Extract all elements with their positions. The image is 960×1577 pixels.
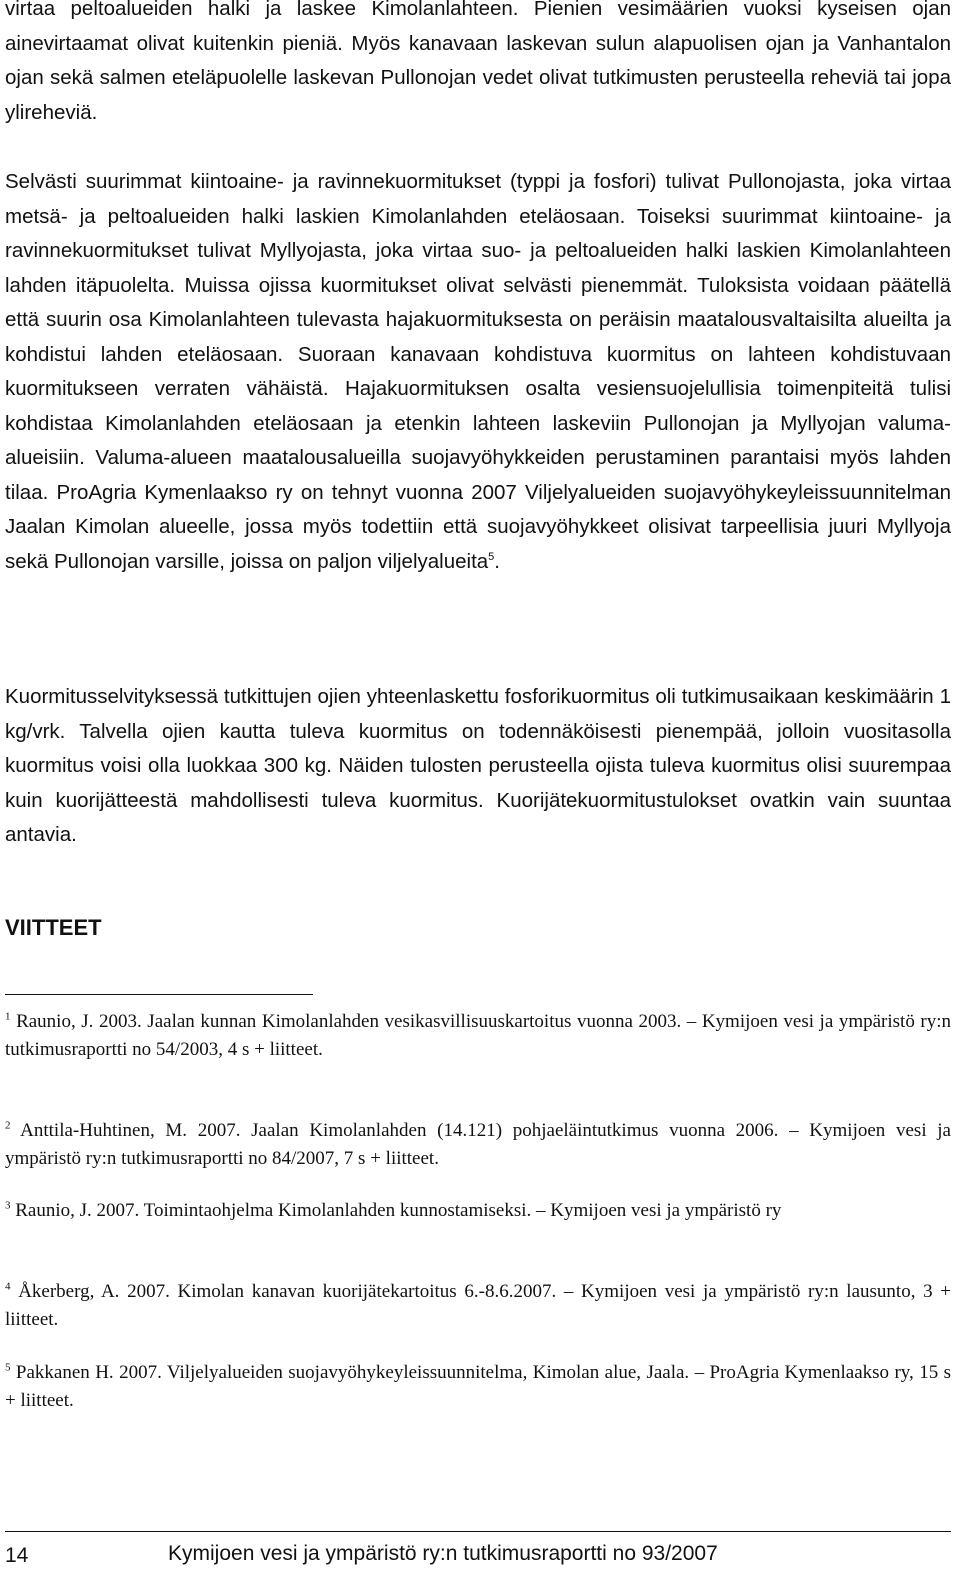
reference-text: Raunio, J. 2007. Toimintaohjelma Kimolanlahden kunnostamiseksi. – Kymijoen vesi ja ympäristö ry: [15, 1200, 782, 1221]
reference-number: 1: [5, 1010, 11, 1023]
reference-number: 3: [5, 1199, 11, 1212]
reference-text: Anttila-Huhtinen, M. 2007. Jaalan Kimolanlahden (14.121) pohjaeläintutkimus vuonna 2006. – Kymijoen vesi ja ympäristö ry:n tutkimusraportti no 84/2007, 7 s + liitteet.: [5, 1120, 951, 1169]
reference-item: [5, 1359, 951, 1415]
footer-separator: [5, 1531, 951, 1532]
paragraph-2-end: .: [494, 549, 500, 573]
reference-number: 5: [5, 1361, 11, 1374]
reference-marker: 5: [488, 550, 495, 563]
reference-item: [5, 1278, 951, 1334]
reference-text: Åkerberg, A. 2007. Kimolan kanavan kuorijätekartoitus 6.-8.6.2007. – Kymijoen vesi ja ympäristö ry:n lausunto, 3 + liitteet.: [5, 1281, 952, 1330]
paragraph-2: [5, 165, 951, 579]
paragraph-2-text: Selvästi suurimmat kiintoaine- ja ravinnekuormitukset (typpi ja fosfori) tulivat Pullonojasta, joka virtaa metsä- ja peltoalueiden halki laskien Kimolanlahden eteläosaan. Toiseksi suurimmat kiintoaine- ja ravinnekuormitukset tulivat Myllyojasta, joka virtaa suo- ja peltoalueiden halki laskien Kimolanlahteen lahden itäpuolelta. Muissa ojissa kuormitukset olivat selvästi pienemmät. Tuloksista voidaan päätellä että suurin osa Kimolanlahteen tulevasta hajakuormituksesta on peräisin maatalousvaltaisilta alueilta ja kohdistui lahden eteläosaan. Suoraan kanavaan kohdistuva kuormitus on lahteen kohdistuvaan kuormitukseen verraten vähäistä. Hajakuormituksen osalta vesiensuojelullisia toimenpiteitä tulisi kohdistaa Kimolanlahden eteläosaan ja etenkin lahteen laskeviin Pullonojan ja Myllyojan valuma-alueisiin. Valuma-alueen maatalousalueilla suojavyöhykkeiden perustaminen parantaisi myös lahden tilaa. ProAgria Kymenlaakso ry on tehnyt vuonna 2007 Viljelyalueiden suojavyöhykeyleissuunnitelman Jaalan Kimolan alueelle, jossa myös todettiin että suojavyöhykkeet olisivat tarpeellisia juuri Myllyoja sekä Pullonojan varsille, joissa on paljon viljelyalueita: [5, 170, 951, 573]
page-number: 14: [5, 1544, 29, 1567]
reference-item: [5, 1197, 951, 1225]
reference-text: Pakkanen H. 2007. Viljelyalueiden suojavyöhykeyleissuunnitelma, Kimolan alue, Jaala. – ProAgria Kymenlaakso ry, 15 s + liitteet.: [5, 1362, 951, 1411]
reference-number: 4: [5, 1280, 11, 1293]
references-heading: VIITTEET: [5, 915, 102, 940]
paragraph-1: virtaa peltoalueiden halki ja laskee Kimolanlahteen. Pienien vesimäärien vuoksi kyseisen ojan ainevirtaamat olivat kuitenkin pieniä. Myös kanavaan laskevan sulun alapuolisen ojan ja Vanhantalon ojan sekä salmen eteläpuolelle laskevan Pullonojan vedet olivat tutkimusten perusteella reheviä tai jopa ylireheviä.: [5, 0, 951, 124]
reference-number: 2: [5, 1119, 11, 1132]
reference-item: [5, 1117, 951, 1173]
reference-text: Raunio, J. 2003. Jaalan kunnan Kimolanlahden vesikasvillisuuskartoitus vuonna 2003. – Kymijoen vesi ja ympäristö ry:n tutkimusraportti no 54/2003, 4 s + liitteet.: [5, 1011, 951, 1060]
paragraph-3: Kuormitusselvityksessä tutkittujen ojien yhteenlaskettu fosforikuormitus oli tutkimusaikaan keskimäärin 1 kg/vrk. Talvella ojien kautta tuleva kuormitus on todennäköisesti pienempää, jolloin vuositasolla kuormitus voisi olla luokkaa 300 kg. Näiden tulosten perusteella ojista tuleva kuormitus olisi suurempaa kuin kuorijätteestä mahdollisesti tuleva kuormitus. Kuorijätekuormitustulokset ovatkin vain suuntaa antavia.: [5, 685, 951, 846]
reference-item: [5, 1008, 951, 1064]
footer-title: Kymijoen vesi ja ympäristö ry:n tutkimusraportti no 93/2007: [168, 1542, 718, 1565]
footnote-separator: [5, 994, 313, 995]
document-page: [5, 0, 951, 1577]
